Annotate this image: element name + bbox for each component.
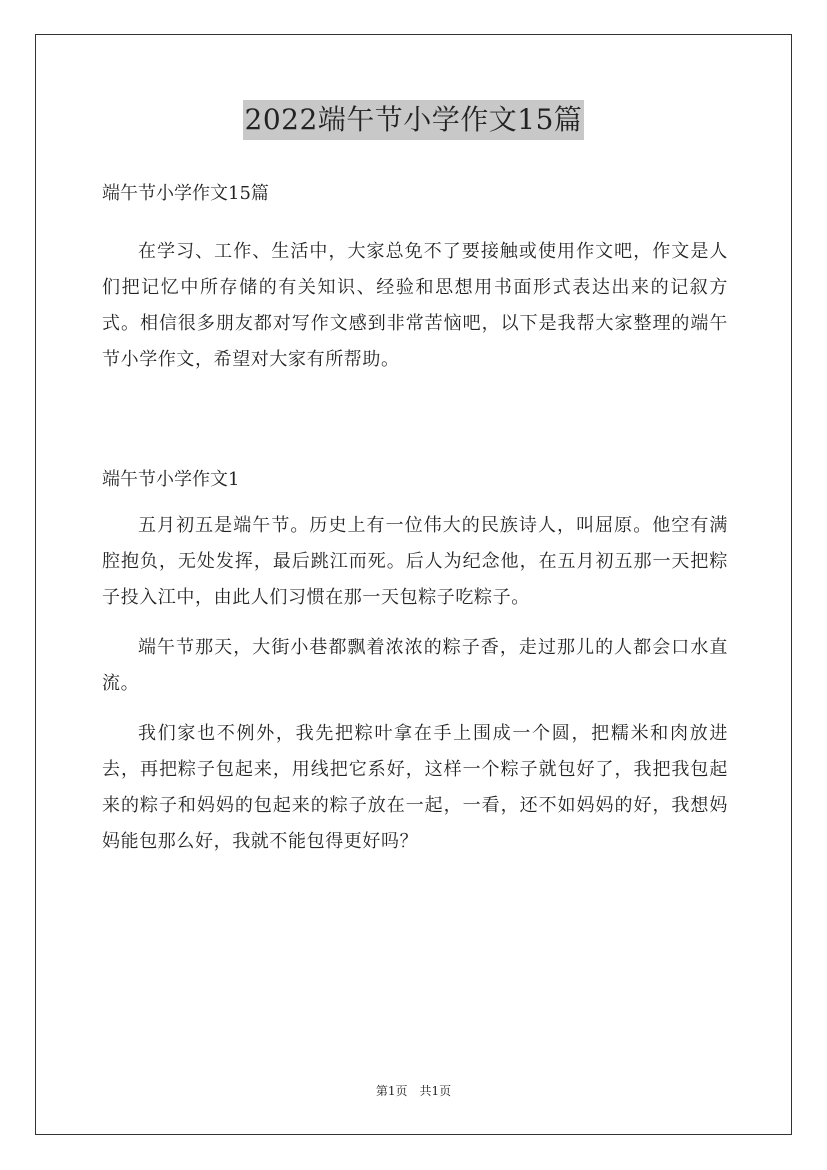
body-paragraph: 五月初五是端午节。历史上有一位伟大的民族诗人，叫屈原。他空有满腔抱负，无处发挥，最后跳江而死。后人为纪念他，在五月初五那一天把粽子投入江中，由此人们习惯在那一天包粽子吃粽子。 xyxy=(102,515,728,608)
document-subtitle: 端午节小学作文15篇 xyxy=(102,183,269,204)
page-number: 第1页 共1页 xyxy=(375,1084,452,1098)
body-paragraph: 端午节那天，大街小巷都飘着浓浓的粽子香，走过那儿的人都会口水直流。 xyxy=(102,637,728,694)
page-footer xyxy=(0,1082,827,1099)
section-heading: 端午节小学作文1 xyxy=(102,469,240,490)
document-title-text: 2022端午节小学作文15篇 xyxy=(243,100,585,140)
intro-paragraph: 在学习、工作、生活中，大家总免不了要接触或使用作文吧，作文是人们把记忆中所存储的有关知识、经验和思想用书面形式表达出来的记叙方式。相信很多朋友都对写作文感到非常苦恼吧，以下是我帮大家整理的端午节小学作文，希望对大家有所帮助。 xyxy=(102,241,728,370)
document-body xyxy=(102,176,728,860)
body-paragraph: 我们家也不例外，我先把粽叶拿在手上围成一个圆，把糯米和肉放进去，再把粽子包起来，用线把它系好，这样一个粽子就包好了，我把我包起来的粽子和妈妈的包起来的粽子放在一起，一看，还不如妈妈的好，我想妈妈能包那么好，我就不能包得更好吗？ xyxy=(102,723,728,852)
document-title xyxy=(0,100,827,140)
